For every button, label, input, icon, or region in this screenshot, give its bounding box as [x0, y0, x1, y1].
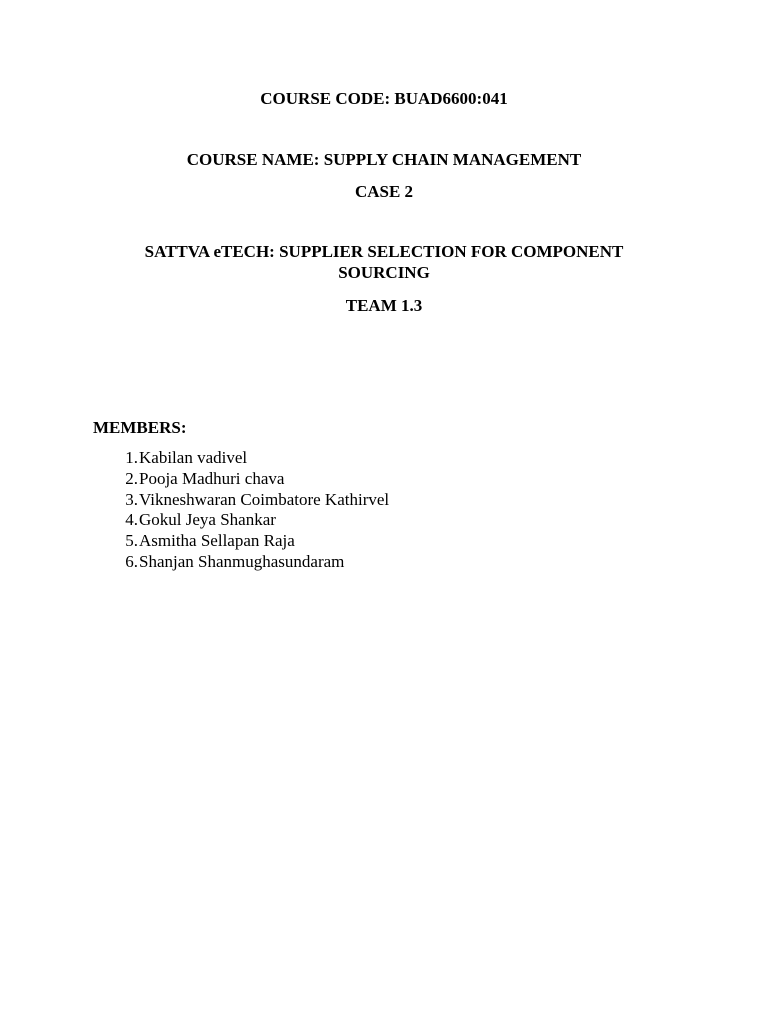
case-title-line-1: SATTVA eTECH: SUPPLIER SELECTION FOR COMPONENT [144, 242, 624, 261]
list-item-number: 6. [125, 551, 138, 571]
list-item [93, 490, 389, 511]
list-item [93, 448, 389, 469]
member-name: Shanjan Shanmughasundaram [139, 551, 345, 571]
course-name: COURSE NAME: SUPPLY CHAIN MANAGEMENT [186, 150, 582, 169]
member-name: Gokul Jeya Shankar [139, 510, 276, 530]
case-number: CASE 2 [354, 182, 414, 201]
list-item [93, 510, 389, 531]
member-name: Kabilan vadivel [139, 448, 248, 467]
list-item [93, 469, 389, 490]
team-label: TEAM 1.3 [345, 296, 423, 315]
list-item-number: 3. [125, 489, 138, 509]
list-item-number: 5. [125, 531, 138, 551]
course-code: COURSE CODE: BUAD6600:041 [260, 89, 508, 108]
member-name: Vikneshwaran Coimbatore Kathirvel [139, 489, 390, 509]
member-name: Pooja Madhuri chava [139, 468, 285, 488]
case-title-line-2: SOURCING [338, 263, 430, 282]
list-item-number: 2. [125, 468, 138, 488]
list-item-number: 4. [125, 510, 138, 530]
members-heading: MEMBERS: [93, 418, 187, 437]
member-name: Asmitha Sellapan Raja [139, 531, 295, 551]
list-item [93, 531, 389, 552]
list-item [93, 552, 389, 573]
list-item-number: 1. [125, 448, 138, 467]
members-list [93, 448, 389, 573]
